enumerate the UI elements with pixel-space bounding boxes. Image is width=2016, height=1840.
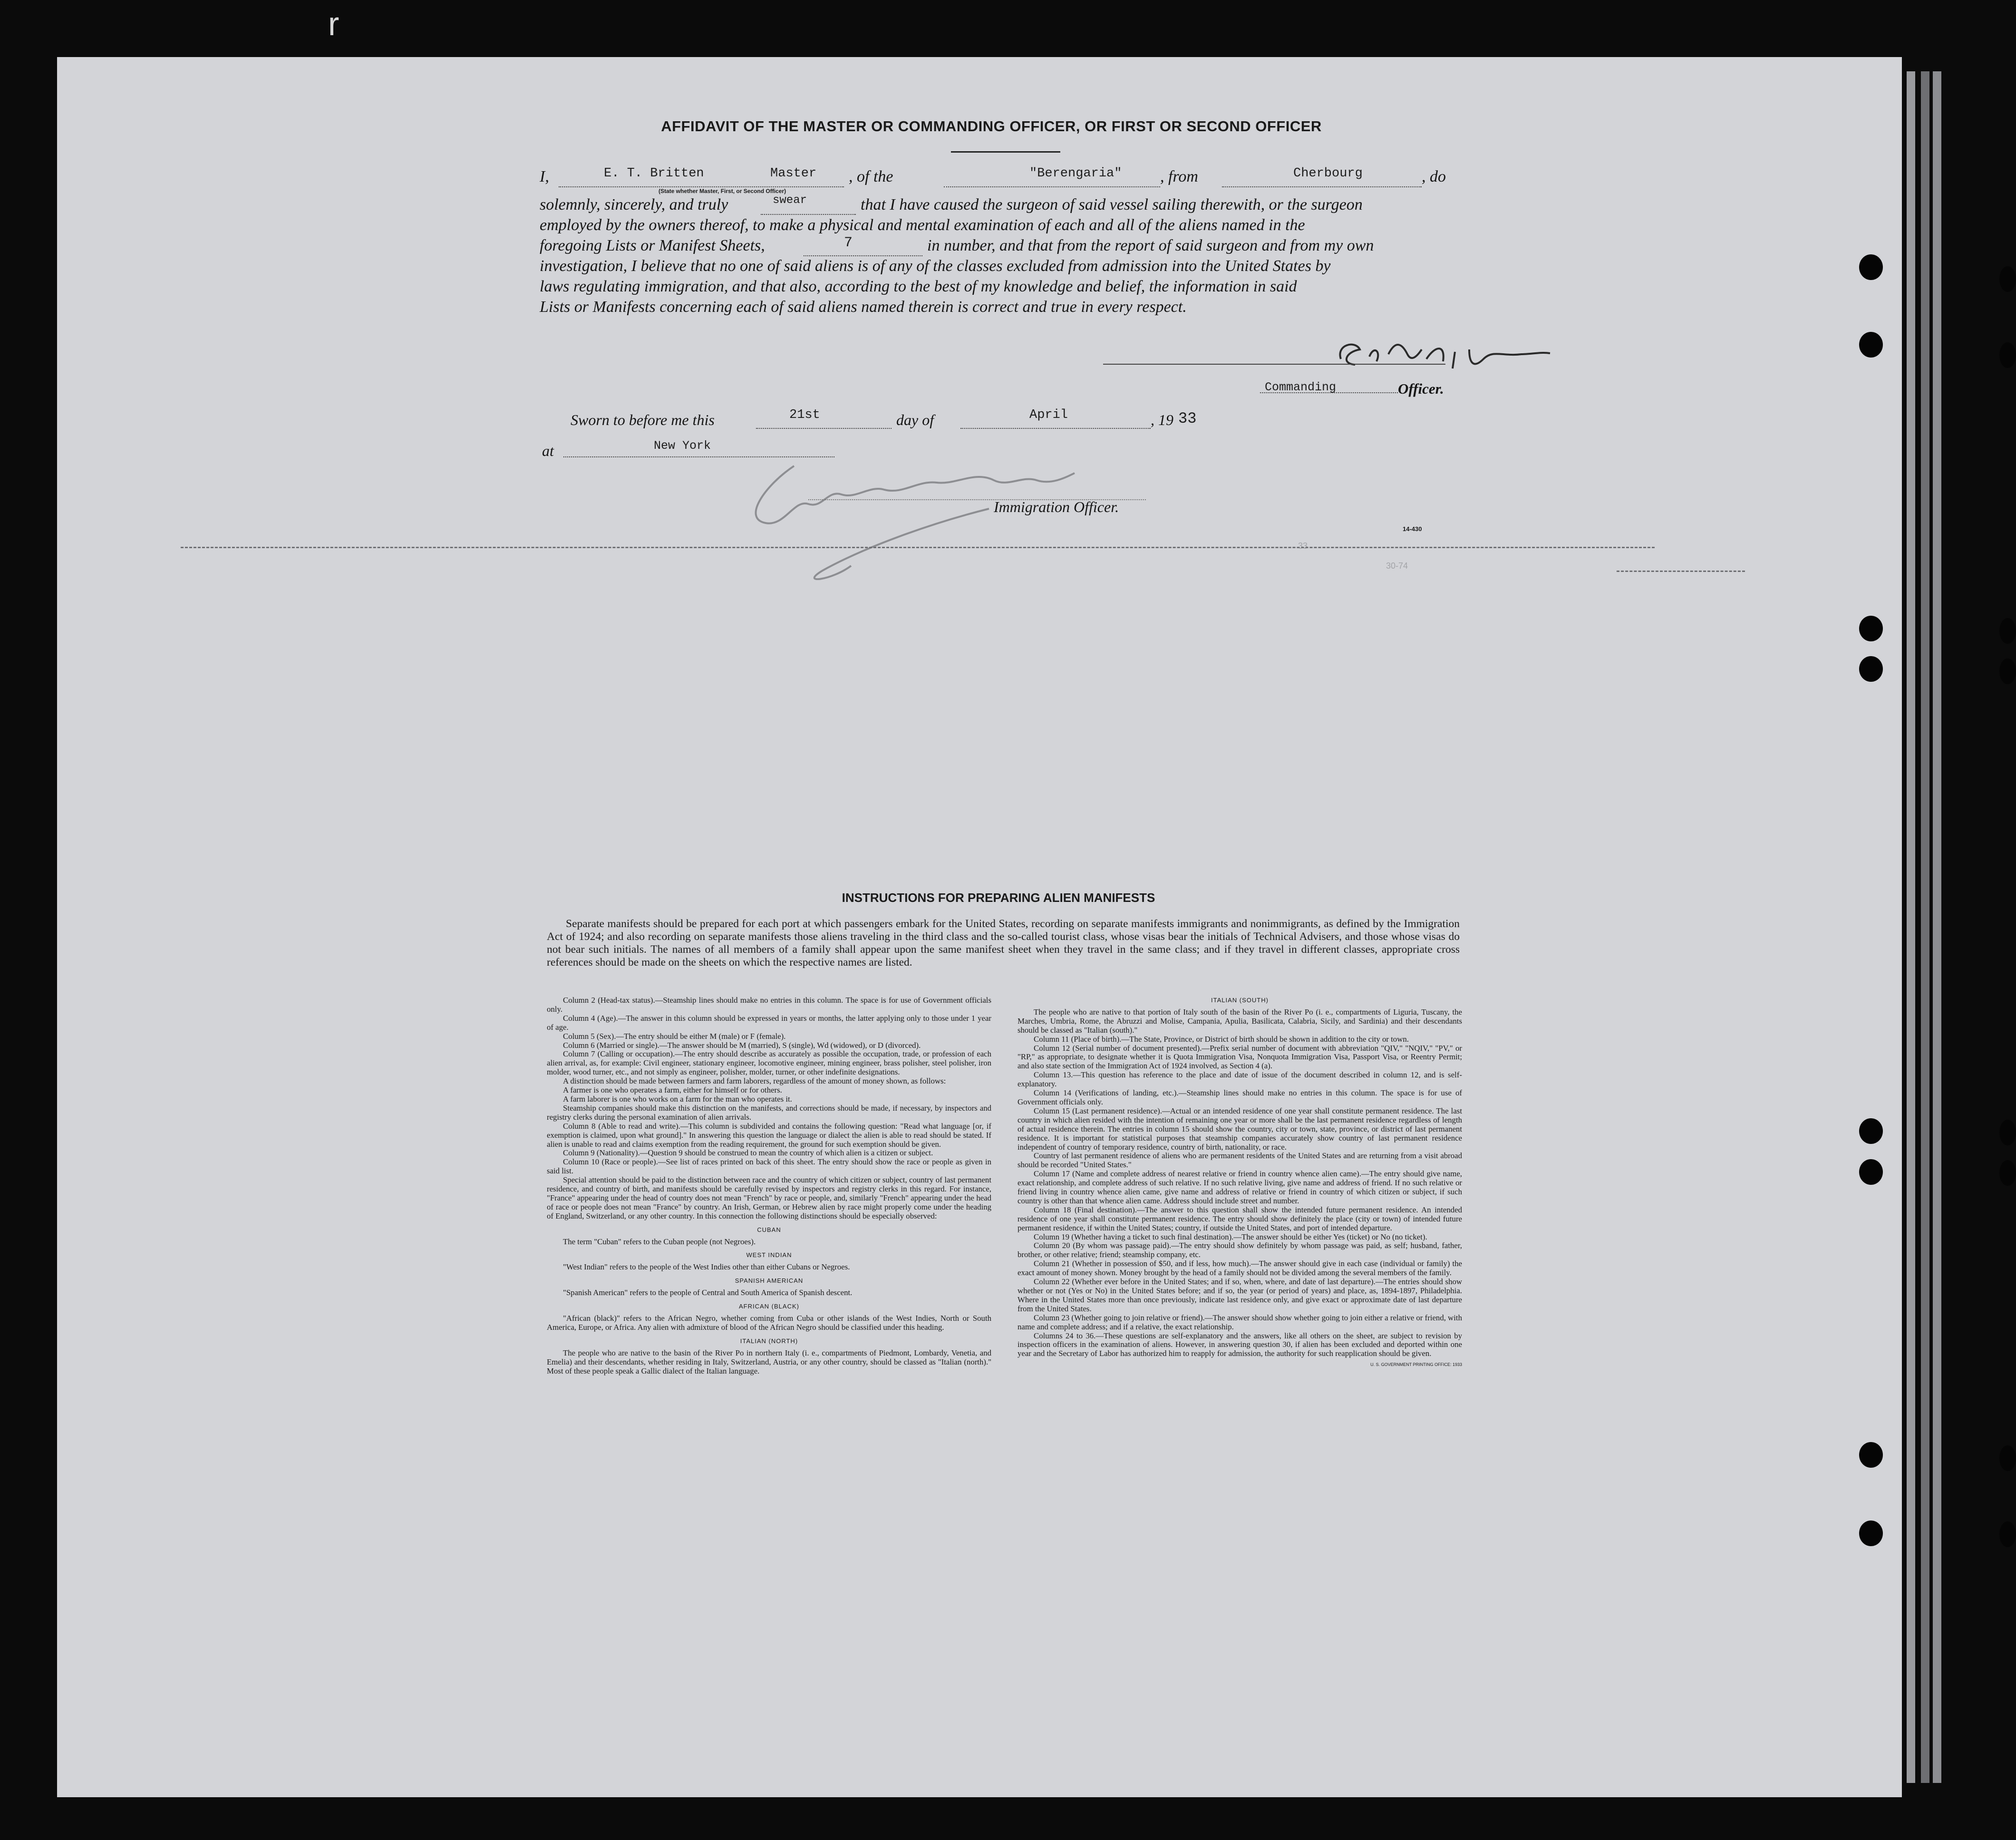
section-text: "Spanish American" refers to the people of Central and South America of Spanish descent. — [563, 1288, 853, 1298]
sworn-day: 21st — [789, 408, 820, 422]
page-fold-line — [181, 547, 1655, 548]
instructions-right-column — [1018, 996, 1462, 1369]
oath-line-post: that I have caused the surgeon of said vessel sailing therewith, or the surgeon — [861, 196, 1363, 213]
instruction-paragraph: Column 17 (Name and complete address of nearest relative or friend in country whence alien came).—The entry should give name, exact relationship, and complete address of such relative. If no such relative living, give name and address of friend. If no such relative or friend living in country whence alien came, give name and address of relative or friend in country of which citizen or subject, if such country is other than that whence alien came. Address should include street and number. — [1018, 1169, 1462, 1205]
section-heading: AFRICAN (BLACK) — [739, 1303, 799, 1310]
rank-caption: (State whether Master, First, or Second Officer) — [659, 188, 786, 194]
instruction-paragraph: Column 6 (Married or single).—The answer should be M (married), S (single), Wd (widowed), or D (divorced). — [563, 1040, 921, 1050]
officer-label: Officer. — [1398, 380, 1444, 397]
page-edge — [1907, 71, 1915, 1783]
punch-hole — [1999, 618, 2016, 644]
section-text: The people who are native to the basin of the River Po in northern Italy (i. e., compartments of Piedmont, Lombardy, Venetia, and Emelia) and their descendants, whether residing in Italy, Switzerland, Austria, or any other country, should be classed as "Italian (north)." Most of these people speak a Gallic dialect of the Italian language. — [547, 1348, 991, 1375]
master-name: E. T. Britten — [604, 166, 704, 181]
instruction-paragraph: A farm laborer is one who works on a farm for the man who operates it. — [563, 1094, 792, 1104]
instructions-title: INSTRUCTIONS FOR PREPARING ALIEN MANIFESTS — [842, 891, 1155, 905]
instructions-intro: Separate manifests should be prepared for each port at which passengers embark for the United States, recording on separate manifests immigrants and nonimmigrants, as defined by the Immigration Act of 1924; and also recording on separate manifests those aliens traveling in the third class and the so-called tourist class, whose visas bear the initials of Technical Advisers, and those whose visas do not bear such initials. The names of all members of a family shall appear upon the same manifest sheet when they travel in the same class; and if they travel in different classes, appropriate cross references should be made on the sheets on which the respective names are listed. — [547, 918, 1460, 968]
vessel-name: "Berengaria" — [1029, 166, 1122, 181]
instruction-paragraph: Country of last permanent residence of aliens who are permanent residents of the United States and are returning from a visit abroad should be recorded "United States." — [1018, 1151, 1462, 1170]
oath-line-pre: solemnly, sincerely, and truly — [540, 196, 728, 213]
printer-note: U. S. GOVERNMENT PRINTING OFFICE: 1933 — [1370, 1362, 1462, 1367]
of-the-label: , of the — [849, 168, 893, 185]
do-label: , do — [1422, 168, 1446, 185]
instruction-paragraph: Column 23 (Whether going to join relative or friend).—The answer should show whether going to join either a relative or friend, with name and complete address; and if a relative, the exact relationship. — [1018, 1313, 1462, 1331]
punch-hole — [1999, 266, 2016, 292]
sworn-month: April — [1029, 408, 1068, 422]
affidavit-line-7: Lists or Manifests concerning each of said aliens named therein is correct and true in every respect. — [540, 298, 1187, 316]
instruction-paragraph: Columns 24 to 36.—These questions are self-explanatory and the answers, like all others on the sheet, are subject to revision by inspection officers in the examination of aliens. However, in answering question 30, if alien has been excluded and deported within one year and the Secretary of Labor has authorized him to reapply for admission, the authority for such reapplication should be given. — [1018, 1331, 1462, 1358]
instruction-paragraph: Special attention should be paid to the distinction between race and the country of which citizen or subject, country of last permanent residence, and country of birth, and manifests should be carefully revised by inspectors and registry clerks in this regard. For instance, "France" appearing under the head of country does not mean "French" by race or people, and, similarly "French" appearing under the head of race or people does not mean "France" by country. An Irish, German, or Hebrew alien by race might properly come under the heading of England, Switzerland, or any other country. In this connection the following distinctions should be especially observed: — [547, 1175, 991, 1220]
instruction-paragraph: Column 4 (Age).—The answer in this column should be expressed in years or months, the latter applying only to those under 1 year of age. — [547, 1013, 991, 1032]
punch-hole — [1999, 1120, 2016, 1145]
sworn-year: 33 — [1178, 410, 1197, 427]
punch-hole — [1999, 1160, 2016, 1186]
punch-hole — [1859, 1118, 1883, 1144]
punch-hole — [1859, 616, 1883, 641]
at-label: at — [542, 442, 554, 459]
page-edge — [1933, 71, 1941, 1783]
affidavit-line-6: laws regulating immigration, and that also, according to the best of my knowledge and belief, the information in said — [540, 278, 1297, 295]
instruction-paragraph: Column 15 (Last permanent residence).—Actual or an intended residence of one year shall constitute permanent residence. The last country in which alien resided with the intention of remaining one year or more shall be the last permanent residence regardless of length of actual residence therein. The entries in column 15 should show the country, city or town, state, province, or district of last permanent residence. It is important for statistical purposes that steamship companies accurately show country of last permanent residence independent of country of temporary residence, country of birth, nationality, or race. — [1018, 1106, 1462, 1152]
instruction-paragraph: Column 19 (Whether having a ticket to such final destination).—The answer should be either Yes (ticket) or No (no ticket). — [1034, 1232, 1427, 1241]
instruction-paragraph: The people who are native to that portion of Italy south of the basin of the River Po (i. e., compartments of Liguria, Tuscany, the Marches, Umbria, Rome, the Abruzzi and Molise, Campania, Apulia, Basilicata, Calabria, Sicily, and Sardinia) and their descendants should be classed as "Italian (south)." — [1018, 1007, 1462, 1035]
title-rule — [951, 151, 1060, 153]
instruction-paragraph: Column 10 (Race or people).—See list of races printed on back of this sheet. The entry should show the race or people as given in said list. — [547, 1157, 991, 1176]
manifest-count-pre: foregoing Lists or Manifest Sheets, — [540, 237, 765, 254]
instruction-paragraph: Column 7 (Calling or occupation).—The entry should describe as accurately as possible the occupation, trade, or profession of each alien arrival, as, for example: Civil engineer, stationary engineer, locomotive engineer, mining engineer, brass polisher, steel polisher, iron molder, wood turner, etc., and not simply as engineer, polisher, molder, turner, or other indefinite designations. — [547, 1049, 991, 1077]
departure-port: Cherbourg — [1293, 166, 1363, 181]
punch-hole — [1859, 332, 1883, 358]
fill-line — [960, 428, 1151, 429]
fill-line — [756, 428, 892, 429]
day-of-label: day of — [896, 411, 934, 428]
affidavit-line-5: investigation, I believe that no one of said aliens is of any of the classes excluded from admission into the United States by — [540, 257, 1331, 275]
punch-hole — [1859, 1159, 1883, 1185]
punch-hole — [1859, 656, 1883, 682]
fill-line — [1222, 186, 1422, 187]
instruction-paragraph: Column 2 (Head-tax status).—Steamship lines should make no entries in this column. The space is for use of Government officials only. — [547, 996, 991, 1014]
section-text: The term "Cuban" refers to the Cuban people (not Negroes). — [563, 1237, 756, 1246]
instruction-paragraph: Column 22 (Whether ever before in the United States; and if so, when, where, and date of last departure).—The entries should show whether or not (Yes or No) in the United States before; and if so, the year (or period of years) and place, as, 1894-1897, Philadelphia. Where in the United States more than once previously, indicate last residence only, and give exact or approximate date of last departure from the United States. — [1018, 1277, 1462, 1313]
immigration-officer-signature — [732, 456, 1170, 580]
instruction-paragraph: A farmer is one who operates a farm, either for himself or for others. — [563, 1085, 782, 1095]
instruction-paragraph: Column 13.—This question has reference to the place and date of issue of the document described in column 12, and is self-explanatory. — [1018, 1070, 1462, 1089]
fill-line — [761, 214, 856, 215]
punch-hole — [1999, 1521, 2016, 1547]
punch-hole — [1859, 254, 1883, 280]
section-heading: WEST INDIAN — [746, 1251, 792, 1259]
instruction-paragraph: Column 5 (Sex).—The entry should be either M (male) or F (female). — [563, 1031, 786, 1041]
manifest-count: 7 — [844, 235, 853, 251]
punch-hole — [1999, 659, 2016, 684]
affidavit-line-3: employed by the owners thereof, to make a physical and mental examination of each and all of the aliens named in the — [540, 216, 1305, 234]
punch-hole — [1859, 1520, 1883, 1546]
instruction-paragraph: Column 14 (Verifications of landing, etc.).—Steamship lines should make no entries in this column. The space is for use of Government officials only. — [1018, 1088, 1462, 1106]
fill-line — [804, 255, 922, 256]
immigration-officer-label: Immigration Officer. — [994, 498, 1119, 515]
instructions-left-column — [547, 996, 991, 1375]
instruction-paragraph: Column 18 (Final destination).—The answer to this question shall show the intended future permanent residence. An intended residence of one year shall constitute permanent residence. The entry should show definitely the place (city or town) of intended future permanent residence, if within the United States; country, if outside the United States, and port of intended departure. — [1018, 1205, 1462, 1232]
from-label: , from — [1160, 168, 1198, 185]
sworn-place: New York — [654, 439, 711, 453]
officer-role: Commanding — [1265, 380, 1337, 394]
affidavit-line-1 — [540, 168, 549, 186]
instruction-paragraph: Column 8 (Able to read and write).—This column is subdivided and contains the following question: "Read what language [or, if exemption is claimed, upon what ground]." In answering this question the language or dialect the alien is able to read should be stated. If alien is unable to read and claims exemption from the reading requirement, the ground for such exemption should be given. — [547, 1121, 991, 1149]
section-heading: SPANISH AMERICAN — [735, 1277, 804, 1285]
form-number: 14-430 — [1403, 525, 1422, 533]
section-heading: ITALIAN (NORTH) — [740, 1337, 798, 1345]
fill-line — [944, 186, 1160, 187]
section-text: "African (black)" refers to the African Negro, whether coming from Cuba or other islands of the West Indies, North or South America, Europe, or Africa. Any alien with admixture of blood of the African Negro should be classified under this heading. — [547, 1314, 991, 1332]
instruction-paragraph: Column 12 (Serial number of document presented).—Prefix serial number of document with abbreviation "QIV," "NQIV," "PV," or "RP," as appropriate, to designate whether it is Quota Immigration Visa, Nonquota Immigration Visa, Passport Visa, or Reentry Permit; and also state section of the Immigration Act of 1924 involved, as Section 4 (a). — [1018, 1043, 1462, 1071]
instruction-paragraph: Column 20 (By whom was passage paid).—The entry should show definitely by whom passage was paid, as self; husband, father, brother, or other relative; friend; steamship company, etc. — [1018, 1241, 1462, 1259]
officer-rank: Master — [770, 166, 817, 181]
page-fold-line — [1617, 571, 1745, 572]
fill-line — [559, 186, 844, 187]
faint-mark: 30-74 — [1386, 561, 1408, 571]
page-edge — [1921, 71, 1929, 1783]
corner-mark: r — [328, 5, 339, 42]
instruction-paragraph: Column 11 (Place of birth).—The State, Province, or District of birth should be shown in addition to the city or town. — [1034, 1034, 1409, 1044]
master-signature — [1327, 330, 1560, 373]
instruction-paragraph: Column 21 (Whether in possession of $50, and if less, how much).—The answer should give in each case (individual or family) the exact amount of money shown. Money brought by the head of a family should not be divided among the several members of the family. — [1018, 1259, 1462, 1278]
signature-line — [1103, 364, 1445, 365]
instruction-paragraph: Steamship companies should make this distinction on the manifests, and corrections should be made, if necessary, by inspectors and registry clerks during the personal examination of alien arrivals. — [547, 1103, 991, 1122]
instruction-paragraph: Column 9 (Nationality).—Question 9 should be construed to mean the country of which alien is a citizen or subject. — [563, 1148, 933, 1158]
punch-hole — [1859, 1442, 1883, 1468]
punch-hole — [1999, 1445, 2016, 1471]
manifest-count-post: in number, and that from the report of said surgeon and from my own — [927, 237, 1374, 254]
faint-mark: 33 — [1298, 541, 1308, 551]
pronoun-i: I, — [540, 168, 549, 185]
oath-type: swear — [773, 194, 807, 207]
section-heading: CUBAN — [757, 1226, 781, 1233]
punch-hole — [1999, 342, 2016, 368]
instruction-paragraph: A distinction should be made between farmers and farm laborers, regardless of the amount of money shown, as follows: — [563, 1076, 946, 1086]
year-prefix: , 19 — [1151, 411, 1173, 428]
section-heading: ITALIAN (SOUTH) — [1211, 997, 1269, 1004]
sworn-label: Sworn to before me this — [571, 411, 715, 428]
affidavit-title: AFFIDAVIT OF THE MASTER OR COMMANDING OFFICER, OR FIRST OR SECOND OFFICER — [661, 118, 1322, 135]
section-text: "West Indian" refers to the people of the West Indies other than either Cubans or Negroes. — [563, 1262, 850, 1272]
